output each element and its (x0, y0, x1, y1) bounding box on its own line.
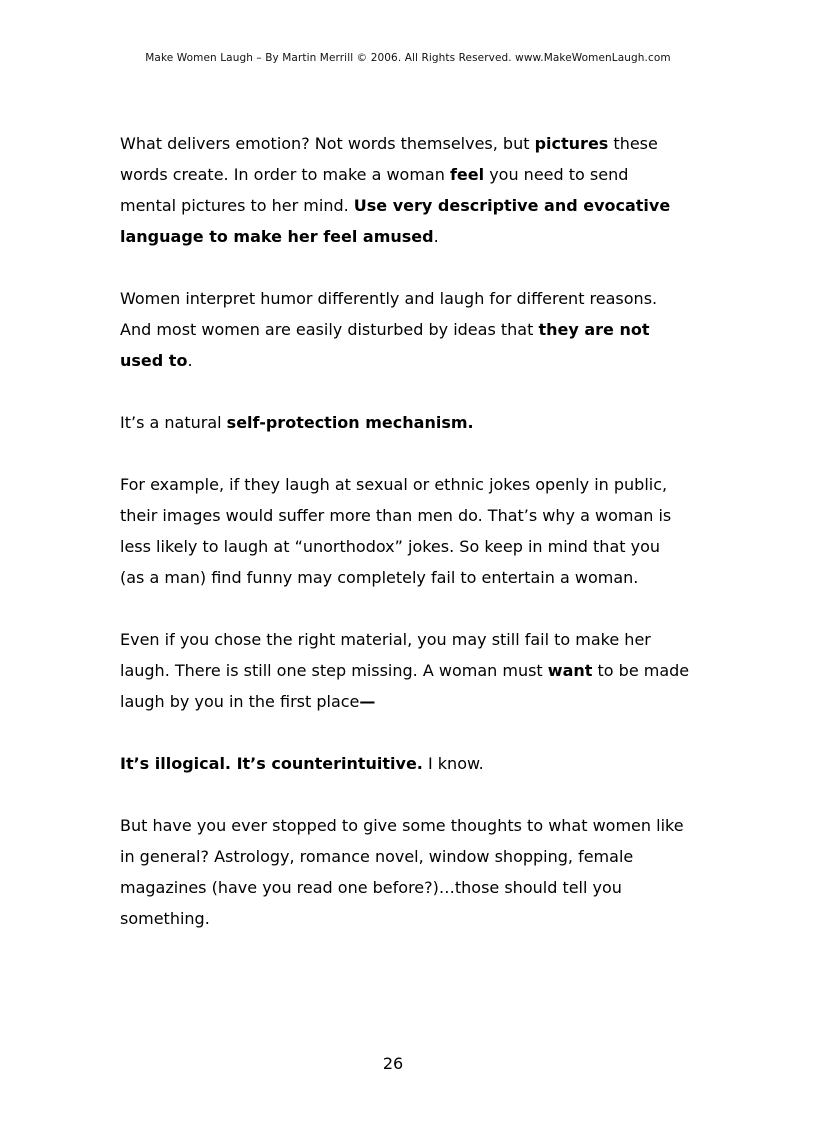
paragraph-6 (120, 748, 720, 779)
bold-span: feel (449, 165, 485, 184)
em-dash: — (359, 692, 376, 711)
text-span: (as a man) find funny may completely fail to entertain a woman. (120, 568, 639, 587)
text-span: mental pictures to her mind. (120, 196, 354, 215)
paragraph-3 (120, 407, 720, 438)
text-span: their images would suffer more than men do. That’s why a woman is (120, 506, 672, 525)
bold-span: want (547, 661, 593, 680)
text-span: . (433, 227, 439, 246)
bold-span: language to make her feel amused (120, 227, 434, 246)
paragraph-4 (120, 469, 720, 593)
bold-span: Use very descriptive and evocative (353, 196, 671, 215)
paragraph-5 (120, 624, 720, 717)
text-span: . (187, 351, 193, 370)
bold-span: self-protection mechanism. (226, 413, 474, 432)
text-span: Women interpret humor differently and laugh for different reasons. (120, 289, 658, 308)
paragraph-2 (120, 283, 720, 376)
text-span: something. (120, 909, 210, 928)
bold-span: they are not (538, 320, 650, 339)
paragraph-7 (120, 810, 720, 934)
text-span: less likely to laugh at “unorthodox” jokes. So keep in mind that you (120, 537, 660, 556)
text-span: And most women are easily disturbed by ideas that (120, 320, 539, 339)
bold-span: used to (120, 351, 188, 370)
body-text (120, 128, 720, 965)
text-span: What delivers emotion? Not words themselves, but (120, 134, 535, 153)
bold-span: It’s illogical. It’s counterintuitive. (120, 754, 423, 773)
text-span: to be made (592, 661, 690, 680)
text-span: these (608, 134, 658, 153)
text-span: It’s a natural (120, 413, 227, 432)
text-span: laugh by you in the first place (120, 692, 360, 711)
text-span: laugh. There is still one step missing. A woman must (120, 661, 548, 680)
text-span: But have you ever stopped to give some thoughts to what women like (120, 816, 684, 835)
text-span: Even if you chose the right material, you may still fail to make her (120, 630, 651, 649)
page-number: 26 (382, 1054, 404, 1073)
paragraph-1 (120, 128, 720, 252)
running-header: Make Women Laugh – By Martin Merrill © 2006. All Rights Reserved. www.MakeWomenLaugh.com (145, 52, 671, 64)
text-span: I know. (422, 754, 484, 773)
text-span: in general? Astrology, romance novel, window shopping, female (120, 847, 634, 866)
text-span: magazines (have you read one before?)…those should tell you (120, 878, 622, 897)
bold-span: pictures (534, 134, 609, 153)
text-span: you need to send (484, 165, 629, 184)
text-span: For example, if they laugh at sexual or ethnic jokes openly in public, (120, 475, 668, 494)
text-span: words create. In order to make a woman (120, 165, 450, 184)
